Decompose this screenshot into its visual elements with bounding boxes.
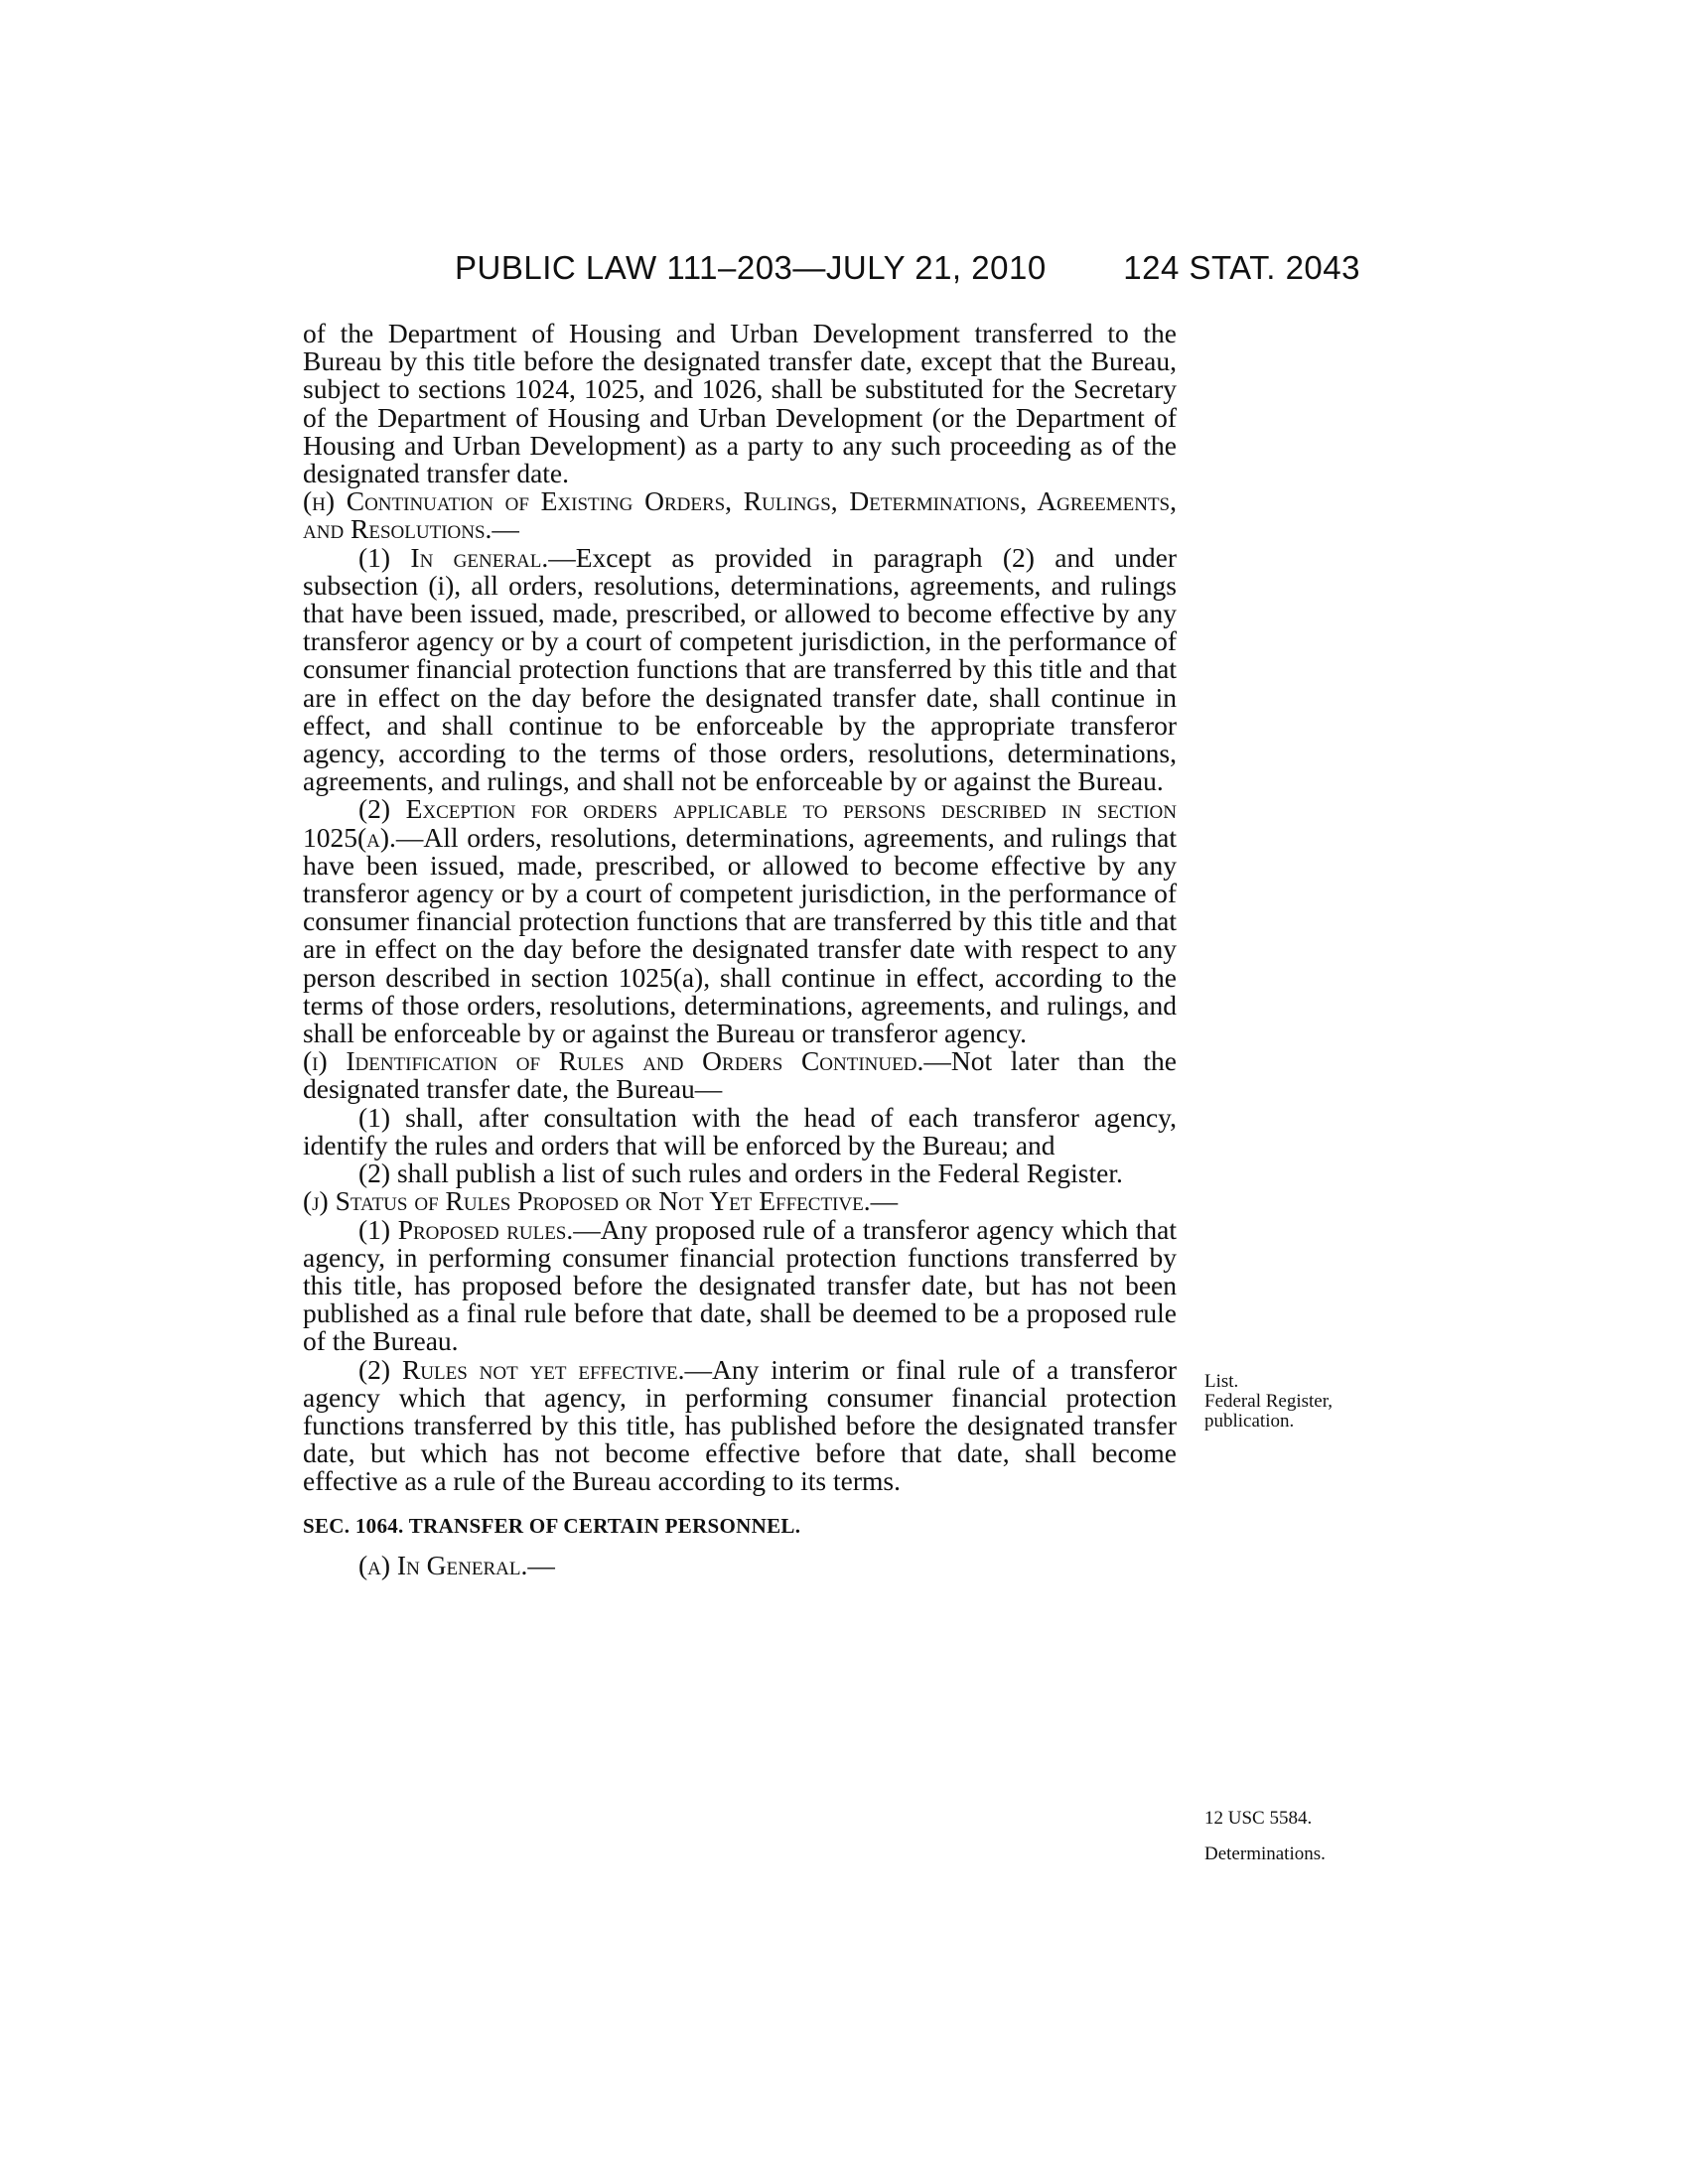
subsection-h-title: (h) Continuation of Existing Orders, Rulings, Determinations, Agreements, and Resolutions.— bbox=[303, 485, 1177, 545]
paragraph-h2-heading: (2) Exception for orders applicable to persons described in section 1025(a). bbox=[303, 793, 1177, 853]
paragraph-h1-heading: (1) In general. bbox=[358, 541, 549, 573]
subsection-a-title: (a) In General.— bbox=[358, 1549, 555, 1580]
paragraph-j2 bbox=[303, 1353, 1178, 1497]
running-header-law: PUBLIC LAW 111–203—JULY 21, 2010 bbox=[455, 249, 1047, 286]
running-header-stat-page: 124 STAT. 2043 bbox=[1123, 249, 1360, 286]
margin-note-usc-citation: 12 USC 5584. bbox=[1204, 1808, 1313, 1829]
subsection-h-heading bbox=[303, 487, 1177, 543]
margin-note-determinations: Determinations. bbox=[1204, 1843, 1326, 1864]
subsection-j-title: (j) Status of Rules Proposed or Not Yet Effective.— bbox=[303, 1185, 899, 1217]
paragraph-h2 bbox=[303, 795, 1177, 1047]
paragraph-j2-heading: (2) Rules not yet effective. bbox=[358, 1353, 685, 1385]
margin-note-federal-register: Federal Register, publication. bbox=[1204, 1391, 1334, 1432]
main-text-column bbox=[303, 320, 1177, 1579]
margin-note-list: List. bbox=[1204, 1371, 1239, 1392]
paragraph-j2-text: —Any interim or final rule of a transferor agency which that agency, in performing consumer financial protection functions transferred by this title, has published before the designated transfer date, but which has not become effective before that date, shall become effective as a rule of the Bureau according to its terms. bbox=[303, 1353, 1178, 1497]
paragraph-j1-heading: (1) Proposed rules. bbox=[358, 1213, 574, 1245]
paragraph-h1 bbox=[303, 541, 1177, 797]
subsection-a-heading bbox=[303, 1549, 1177, 1580]
paragraph-h2-text: —All orders, resolutions, determinations, agreements, and rulings that have been issued, made, prescribed, or allowed to become effective by any transferor agency or by a court of competent jurisdiction, in the performance of consumer financial protection functions that are transferred by this title and that are in effect on the day before the designated transfer date with respect to any person described in section 1025(a), shall continue in effect, according to the terms of those orders, resolutions, determinations, agreements, and rulings, and shall be enforceable by or against the Bureau or transferor agency. bbox=[303, 821, 1177, 1049]
subsection-i-text: —Not later than the designated transfer date, the Bureau— bbox=[303, 1045, 1177, 1105]
paragraph-j1 bbox=[303, 1213, 1177, 1357]
paragraph-j1-text: —Any proposed rule of a transferor agency which that agency, in performing consumer financial protection functions transferred by this title, has proposed before the designated transfer date, but has not been published as a final rule before that date, shall be deemed to be a proposed rule of the Bureau. bbox=[303, 1213, 1177, 1357]
subsection-i-heading: (i) Identification of Rules and Orders Continued. bbox=[303, 1045, 924, 1077]
paragraph-h1-text: —Except as provided in paragraph (2) and under subsection (i), all orders, resolutions, determinations, agreements, and rulings that have been issued, made, prescribed, or allowed to become effective by any transferor agency or by a court of competent jurisdiction, in the performance of consumer financial protection functions that are transferred by this title and that are in effect on the day before the designated transfer date, shall continue in effect, and shall continue to be enforceable by the appropriate transferor agency, according to the terms of those orders, resolutions, determinations, agreements, and rulings, and shall not be enforceable by or against the Bureau. bbox=[303, 541, 1177, 797]
subsection-j-heading bbox=[303, 1187, 1177, 1215]
section-1064-heading: SEC. 1064. TRANSFER OF CERTAIN PERSONNEL. bbox=[303, 1513, 801, 1538]
subsection-i bbox=[303, 1047, 1177, 1103]
intro-paragraph: of the Department of Housing and Urban Development transferred to the Bureau by this title before the designated transfer date, except that the Bureau, subject to sections 1024, 1025, and 1026, shall be substituted for the Secretary of the Department of Housing and Urban Development (or the Department of Housing and Urban Development) as a party to any such proceeding as of the designated transfer date. bbox=[303, 318, 1177, 489]
paragraph-i1: (1) shall, after consultation with the head of each transferor agency, identify the rules and orders that will be enforced by the Bureau; and bbox=[303, 1101, 1177, 1160]
paragraph-i2: (2) shall publish a list of such rules and orders in the Federal Register. bbox=[358, 1158, 1123, 1189]
